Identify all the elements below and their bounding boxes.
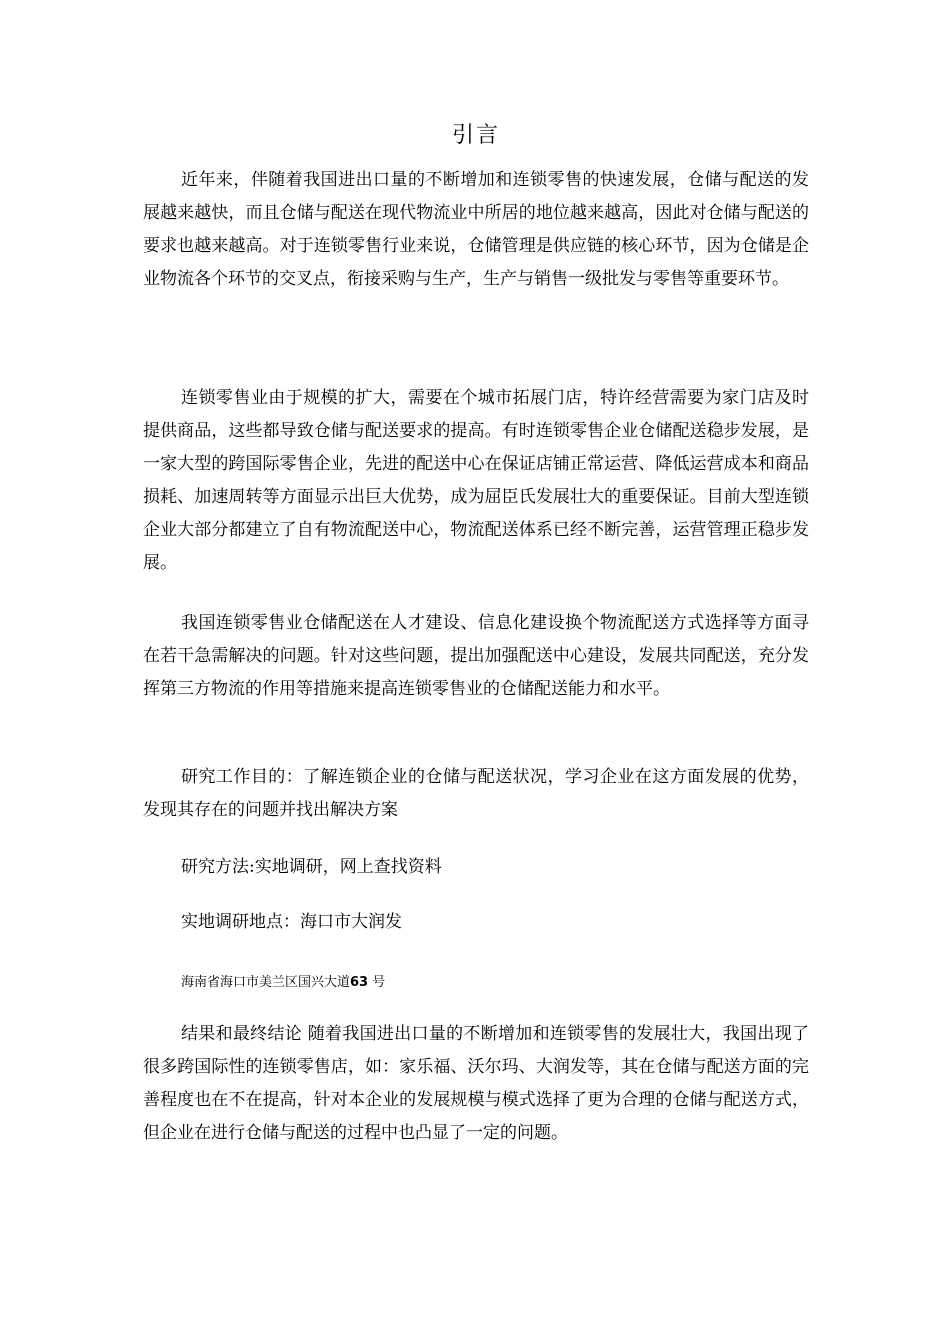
address-prefix: 海南省海口市美兰区国兴大道 <box>181 975 351 990</box>
paragraph-research-method: 研究方法:实地调研，网上查找资料 <box>181 857 442 877</box>
address-number: 63 <box>350 975 369 990</box>
paragraph-background: 近年来，伴随着我国进出口量的不断增加和连锁零售的快速发展，仓储与配送的发展越来越快，而且仓储与配送在现代物流业中所居的地位越来越高，因此对仓储与配送的要求也越来越高。对于连锁零售行业来说，仓储管理是供应链的核心环节，因为仓储是企业物流各个环节的交叉点，衔接采购与生产，生产与销售一级批发与零售等重要环节。 <box>143 170 809 289</box>
paragraph-expansion: 连锁零售业由于规模的扩大，需要在个城市拓展门店，特许经营需要为家门店及时提供商品，这些都导致仓储与配送要求的提高。有时连锁零售企业仓储配送稳步发展，是一家大型的跨国际零售企业，先进的配送中心在保证店铺正常运营、降低运营成本和商品损耗、加速周转等方面显示出巨大优势，成为屈臣氏发展壮大的重要保证。目前大型连锁企业大部分都建立了自有物流配送中心，物流配送体系已经不断完善，运营管理正稳步发展。 <box>143 388 809 573</box>
paragraph-research-purpose: 研究工作目的：了解连锁企业的仓储与配送状况，学习企业在这方面发展的优势，发现其存在的问题并找出解决方案 <box>143 767 809 820</box>
page-title: 引言 <box>451 123 500 148</box>
paragraph-research-location: 实地调研地点：海口市大润发 <box>181 912 402 932</box>
paragraph-problems: 我国连锁零售业仓储配送在人才建设、信息化建设换个物流配送方式选择等方面寻在若干急需解决的问题。针对这些问题，提出加强配送中心建设，发展共同配送，充分发挥第三方物流的作用等措施来提高连锁零售业的仓储配送能力和水平。 <box>143 613 809 699</box>
paragraph-conclusion: 结果和最终结论 随着我国进出口量的不断增加和连锁零售的发展壮大，我国出现了很多跨国际性的连锁零售店，如：家乐福、沃尔玛、大润发等，其在仓储与配送方面的完善程度也在不在提高，针对本企业的发展规模与模式选择了更为合理的仓储与配送方式，但企业在进行仓储与配送的过程中也凸显了一定的问题。 <box>143 1024 809 1143</box>
address-suffix: 号 <box>372 975 386 990</box>
address-line <box>181 972 385 994</box>
